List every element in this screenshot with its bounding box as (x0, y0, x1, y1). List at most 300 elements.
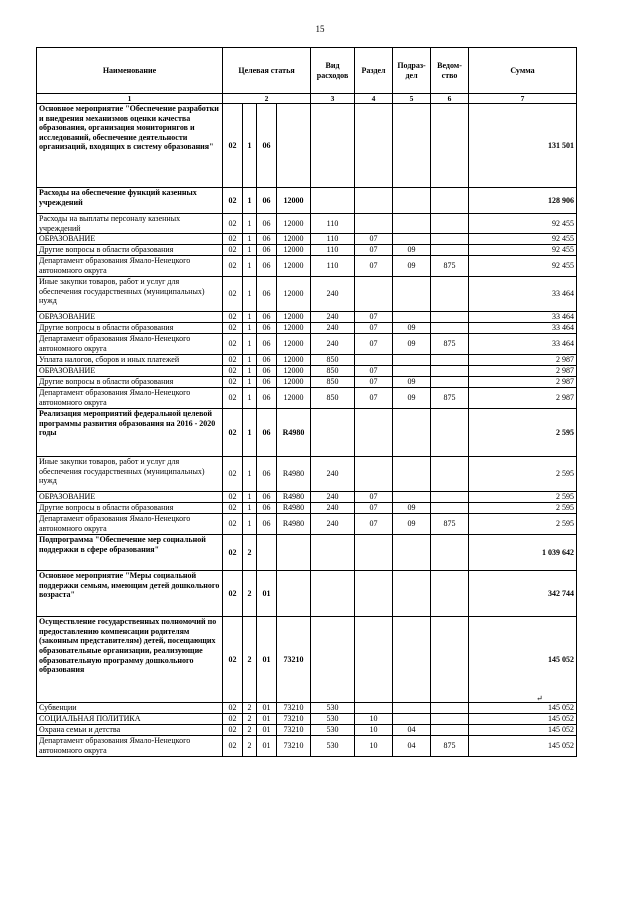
cell-expense-type: 240 (311, 312, 355, 323)
cell-section (355, 188, 393, 214)
cell-amount: 33 464 (469, 334, 577, 355)
cell-activity: 06 (257, 277, 277, 312)
cell-amount: 2 595 (469, 409, 577, 457)
cell-subsection (393, 492, 431, 503)
cell-direction: 12000 (277, 323, 311, 334)
cell-program: 02 (223, 312, 243, 323)
cell-expense-type: 240 (311, 334, 355, 355)
cell-expense-type: 850 (311, 388, 355, 409)
header-department: Ведом-ство (431, 48, 469, 94)
cell-subsection: 09 (393, 323, 431, 334)
cell-name: Другие вопросы в области образования (37, 377, 223, 388)
cell-name: ОБРАЗОВАНИЕ (37, 312, 223, 323)
cell-section: 07 (355, 234, 393, 245)
cell-subprogram: 1 (243, 492, 257, 503)
cell-subsection: 09 (393, 503, 431, 514)
cell-name: ОБРАЗОВАНИЕ (37, 492, 223, 503)
cell-section (355, 457, 393, 492)
cell-subsection: 09 (393, 388, 431, 409)
cell-direction: R4980 (277, 492, 311, 503)
cell-subprogram: 1 (243, 188, 257, 214)
cell-activity: 06 (257, 355, 277, 366)
cell-program: 02 (223, 503, 243, 514)
column-number: 2 (223, 94, 311, 104)
cell-direction: 12000 (277, 234, 311, 245)
cell-amount: 92 455 (469, 256, 577, 277)
header-target-article: Целевая статья (223, 48, 311, 94)
table-row (37, 725, 577, 736)
cell-name: Расходы на обеспечение функций казенных учреждений (37, 188, 223, 214)
cell-program: 02 (223, 104, 243, 188)
table-row (37, 277, 577, 312)
column-number: 5 (393, 94, 431, 104)
cell-department (431, 409, 469, 457)
cell-amount: 92 455 (469, 234, 577, 245)
cell-department: 875 (431, 388, 469, 409)
cell-department: 875 (431, 736, 469, 757)
table-row (37, 703, 577, 714)
column-number-row (37, 94, 577, 104)
cell-activity: 01 (257, 725, 277, 736)
cell-amount: 2 595 (469, 492, 577, 503)
cell-subsection (393, 355, 431, 366)
cell-expense-type: 240 (311, 277, 355, 312)
cell-direction: 73210 (277, 736, 311, 757)
cell-section: 07 (355, 256, 393, 277)
cell-activity: 06 (257, 312, 277, 323)
cell-expense-type: 850 (311, 366, 355, 377)
cell-name: Другие вопросы в области образования (37, 245, 223, 256)
cell-name: Департамент образования Ямало-Ненецкого автономного округа (37, 514, 223, 535)
cell-program: 02 (223, 714, 243, 725)
cell-program: 02 (223, 245, 243, 256)
cell-department (431, 714, 469, 725)
cell-name: ОБРАЗОВАНИЕ (37, 234, 223, 245)
cell-activity: 06 (257, 323, 277, 334)
cell-direction (277, 571, 311, 617)
cell-section: 07 (355, 312, 393, 323)
cell-activity: 06 (257, 245, 277, 256)
cell-expense-type: 240 (311, 503, 355, 514)
table-row (37, 492, 577, 503)
cell-amount: 92 455 (469, 245, 577, 256)
cell-direction: 12000 (277, 245, 311, 256)
column-number: 6 (431, 94, 469, 104)
table-row (37, 377, 577, 388)
table-row (37, 714, 577, 725)
cell-amount: 2 987 (469, 377, 577, 388)
table-row (37, 256, 577, 277)
cell-program: 02 (223, 334, 243, 355)
cell-name: Основное мероприятие "Меры социальной поддержки семьям, имеющим детей дошкольного возраста" (37, 571, 223, 617)
cell-program: 02 (223, 457, 243, 492)
cell-expense-type: 530 (311, 736, 355, 757)
cell-subsection: 09 (393, 245, 431, 256)
cell-program: 02 (223, 323, 243, 334)
cell-subsection: 04 (393, 736, 431, 757)
stray-mark: ↵ (536, 694, 543, 703)
cell-direction (277, 104, 311, 188)
table-row (37, 736, 577, 757)
cell-name: Подпрограмма "Обеспечение мер социальной поддержки в сфере образования" (37, 535, 223, 571)
cell-name: Осуществление государственных полномочий по предоставлению компенсации родителям (законным представителям) детей, посещающих образовательные организации, реализующие образовательную программу дошкольного образования (37, 617, 223, 703)
cell-direction: R4980 (277, 409, 311, 457)
cell-program: 02 (223, 277, 243, 312)
table-row (37, 214, 577, 234)
cell-activity: 06 (257, 256, 277, 277)
cell-expense-type (311, 571, 355, 617)
cell-activity: 06 (257, 457, 277, 492)
cell-amount: 2 987 (469, 388, 577, 409)
cell-section: 10 (355, 736, 393, 757)
cell-direction: 73210 (277, 703, 311, 714)
cell-expense-type (311, 535, 355, 571)
cell-amount: 128 906 (469, 188, 577, 214)
cell-subprogram: 2 (243, 714, 257, 725)
budget-table (36, 47, 577, 757)
cell-subsection (393, 457, 431, 492)
cell-section (355, 617, 393, 703)
cell-activity (257, 535, 277, 571)
cell-program: 02 (223, 492, 243, 503)
cell-section: 07 (355, 245, 393, 256)
cell-amount: 33 464 (469, 323, 577, 334)
cell-subprogram: 1 (243, 457, 257, 492)
cell-amount: 145 052 (469, 736, 577, 757)
header-expense-type: Вид расходов (311, 48, 355, 94)
cell-direction (277, 535, 311, 571)
cell-name: Другие вопросы в области образования (37, 503, 223, 514)
cell-section (355, 277, 393, 312)
cell-section: 07 (355, 492, 393, 503)
cell-section (355, 104, 393, 188)
cell-department (431, 725, 469, 736)
cell-subsection (393, 703, 431, 714)
cell-direction: R4980 (277, 514, 311, 535)
cell-department (431, 703, 469, 714)
cell-subprogram: 2 (243, 725, 257, 736)
cell-amount: 342 744 (469, 571, 577, 617)
cell-name: Департамент образования Ямало-Ненецкого автономного округа (37, 388, 223, 409)
cell-direction: 12000 (277, 312, 311, 323)
cell-section: 07 (355, 366, 393, 377)
cell-amount: 131 501 (469, 104, 577, 188)
cell-department (431, 457, 469, 492)
cell-department (431, 234, 469, 245)
cell-expense-type: 110 (311, 214, 355, 234)
cell-expense-type: 110 (311, 245, 355, 256)
table-row (37, 617, 577, 703)
cell-name: Реализация мероприятий федеральной целевой программы развития образования на 2016 - 2020 годы (37, 409, 223, 457)
cell-subsection (393, 571, 431, 617)
cell-name: Департамент образования Ямало-Ненецкого автономного округа (37, 334, 223, 355)
cell-subprogram: 1 (243, 312, 257, 323)
column-number: 1 (37, 94, 223, 104)
cell-department (431, 366, 469, 377)
cell-direction: 73210 (277, 725, 311, 736)
cell-name: Департамент образования Ямало-Ненецкого автономного округа (37, 256, 223, 277)
cell-section: 07 (355, 377, 393, 388)
cell-expense-type: 530 (311, 703, 355, 714)
cell-subprogram: 1 (243, 366, 257, 377)
cell-subsection: 09 (393, 377, 431, 388)
cell-subprogram: 1 (243, 409, 257, 457)
cell-subsection (393, 234, 431, 245)
cell-subsection (393, 409, 431, 457)
cell-expense-type: 850 (311, 355, 355, 366)
cell-name: Иные закупки товаров, работ и услуг для обеспечения государственных (муниципальных) нужд (37, 277, 223, 312)
cell-subsection: 09 (393, 514, 431, 535)
cell-amount: 2 987 (469, 366, 577, 377)
table-row (37, 188, 577, 214)
cell-amount: 145 052 (469, 725, 577, 736)
cell-program: 02 (223, 256, 243, 277)
header-section: Раздел (355, 48, 393, 94)
cell-name: Основное мероприятие "Обеспечение разработки и внедрения механизмов оценки качества образования, организация мониторингов и исследований, обеспечение деятельности организаций, входящих в систему образования" (37, 104, 223, 188)
cell-section (355, 703, 393, 714)
cell-subsection (393, 312, 431, 323)
cell-direction: 12000 (277, 256, 311, 277)
cell-activity: 06 (257, 388, 277, 409)
table-body (37, 104, 577, 757)
cell-section: 10 (355, 725, 393, 736)
cell-expense-type: 240 (311, 492, 355, 503)
cell-expense-type: 240 (311, 323, 355, 334)
table-row (37, 457, 577, 492)
cell-expense-type: 240 (311, 514, 355, 535)
cell-direction: 12000 (277, 377, 311, 388)
table-row (37, 388, 577, 409)
cell-direction: 73210 (277, 714, 311, 725)
table-row (37, 571, 577, 617)
cell-activity: 06 (257, 492, 277, 503)
cell-department: 875 (431, 334, 469, 355)
cell-subsection (393, 617, 431, 703)
cell-activity: 06 (257, 214, 277, 234)
cell-expense-type: 110 (311, 256, 355, 277)
cell-activity: 01 (257, 571, 277, 617)
cell-department (431, 104, 469, 188)
cell-subsection (393, 366, 431, 377)
cell-department (431, 492, 469, 503)
cell-subprogram: 1 (243, 503, 257, 514)
cell-department (431, 188, 469, 214)
table-row (37, 503, 577, 514)
cell-subprogram: 1 (243, 388, 257, 409)
cell-section (355, 409, 393, 457)
table-row (37, 334, 577, 355)
table-row (37, 312, 577, 323)
cell-activity: 06 (257, 188, 277, 214)
cell-subsection (393, 535, 431, 571)
page-number: 15 (315, 24, 325, 34)
cell-section: 07 (355, 514, 393, 535)
cell-subprogram: 1 (243, 277, 257, 312)
cell-subprogram: 1 (243, 245, 257, 256)
cell-program: 02 (223, 409, 243, 457)
cell-subprogram: 2 (243, 703, 257, 714)
cell-expense-type (311, 104, 355, 188)
cell-name: Иные закупки товаров, работ и услуг для обеспечения государственных (муниципальных) нужд (37, 457, 223, 492)
cell-direction: 12000 (277, 188, 311, 214)
cell-name: Охрана семьи и детства (37, 725, 223, 736)
table-row (37, 514, 577, 535)
cell-department: 875 (431, 256, 469, 277)
table-row (37, 323, 577, 334)
cell-department (431, 323, 469, 334)
cell-section: 10 (355, 714, 393, 725)
cell-section: 07 (355, 503, 393, 514)
cell-program: 02 (223, 617, 243, 703)
cell-subprogram: 1 (243, 334, 257, 355)
cell-program: 02 (223, 366, 243, 377)
cell-amount: 2 595 (469, 514, 577, 535)
cell-activity: 06 (257, 104, 277, 188)
cell-activity: 06 (257, 334, 277, 355)
header-amount: Сумма (469, 48, 577, 94)
cell-expense-type (311, 188, 355, 214)
cell-activity: 06 (257, 377, 277, 388)
cell-amount: 1 039 642 (469, 535, 577, 571)
table-row (37, 355, 577, 366)
cell-name: Субвенции (37, 703, 223, 714)
cell-program: 02 (223, 377, 243, 388)
cell-expense-type: 530 (311, 725, 355, 736)
table-row (37, 409, 577, 457)
cell-section (355, 355, 393, 366)
cell-name: Расходы на выплаты персоналу казенных учреждений (37, 214, 223, 234)
cell-activity: 06 (257, 234, 277, 245)
cell-program: 02 (223, 703, 243, 714)
cell-department (431, 535, 469, 571)
column-number: 7 (469, 94, 577, 104)
cell-program: 02 (223, 234, 243, 245)
cell-direction: R4980 (277, 503, 311, 514)
cell-section: 07 (355, 334, 393, 355)
cell-name: Департамент образования Ямало-Ненецкого автономного округа (37, 736, 223, 757)
header-name: Наименование (37, 48, 223, 94)
cell-subprogram: 1 (243, 256, 257, 277)
cell-subsection (393, 188, 431, 214)
cell-section: 07 (355, 388, 393, 409)
cell-subsection (393, 214, 431, 234)
cell-subprogram: 2 (243, 535, 257, 571)
cell-amount: 145 052 (469, 714, 577, 725)
cell-direction: 12000 (277, 277, 311, 312)
cell-section (355, 214, 393, 234)
column-number: 3 (311, 94, 355, 104)
cell-direction: 12000 (277, 355, 311, 366)
cell-amount: 145 052 (469, 617, 577, 703)
cell-activity: 01 (257, 617, 277, 703)
cell-program: 02 (223, 214, 243, 234)
cell-program: 02 (223, 725, 243, 736)
table-row (37, 104, 577, 188)
cell-subprogram: 1 (243, 514, 257, 535)
cell-amount: 33 464 (469, 312, 577, 323)
table-row (37, 535, 577, 571)
cell-subsection (393, 714, 431, 725)
cell-subsection: 09 (393, 256, 431, 277)
cell-activity: 06 (257, 514, 277, 535)
cell-amount: 2 987 (469, 355, 577, 366)
cell-activity: 01 (257, 736, 277, 757)
cell-department: 875 (431, 514, 469, 535)
cell-expense-type (311, 409, 355, 457)
cell-amount: 33 464 (469, 277, 577, 312)
cell-activity: 01 (257, 703, 277, 714)
cell-name: ОБРАЗОВАНИЕ (37, 366, 223, 377)
cell-department (431, 503, 469, 514)
cell-department (431, 245, 469, 256)
cell-section (355, 571, 393, 617)
cell-activity: 06 (257, 503, 277, 514)
cell-subsection (393, 104, 431, 188)
cell-subprogram: 1 (243, 234, 257, 245)
cell-activity: 01 (257, 714, 277, 725)
cell-amount: 92 455 (469, 214, 577, 234)
cell-expense-type: 240 (311, 457, 355, 492)
cell-section: 07 (355, 323, 393, 334)
cell-subprogram: 2 (243, 571, 257, 617)
cell-subsection (393, 277, 431, 312)
cell-subprogram: 1 (243, 355, 257, 366)
cell-direction: R4980 (277, 457, 311, 492)
header-row (37, 48, 577, 94)
cell-program: 02 (223, 514, 243, 535)
cell-subprogram: 2 (243, 617, 257, 703)
cell-subprogram: 1 (243, 214, 257, 234)
cell-program: 02 (223, 736, 243, 757)
cell-program: 02 (223, 535, 243, 571)
cell-section (355, 535, 393, 571)
cell-expense-type (311, 617, 355, 703)
cell-department (431, 617, 469, 703)
cell-department (431, 571, 469, 617)
cell-activity: 06 (257, 409, 277, 457)
cell-subsection: 09 (393, 334, 431, 355)
cell-department (431, 277, 469, 312)
cell-direction: 12000 (277, 366, 311, 377)
cell-program: 02 (223, 388, 243, 409)
cell-name: Уплата налогов, сборов и иных платежей (37, 355, 223, 366)
cell-department (431, 312, 469, 323)
column-number: 4 (355, 94, 393, 104)
cell-expense-type: 110 (311, 234, 355, 245)
cell-subprogram: 1 (243, 377, 257, 388)
cell-activity: 06 (257, 366, 277, 377)
table-row (37, 234, 577, 245)
cell-amount: 145 052 (469, 703, 577, 714)
cell-subprogram: 1 (243, 323, 257, 334)
table-row (37, 366, 577, 377)
cell-name: Другие вопросы в области образования (37, 323, 223, 334)
cell-department (431, 377, 469, 388)
cell-department (431, 214, 469, 234)
cell-program: 02 (223, 355, 243, 366)
table-row (37, 245, 577, 256)
cell-direction: 73210 (277, 617, 311, 703)
header-subsection: Подраз-дел (393, 48, 431, 94)
cell-direction: 12000 (277, 334, 311, 355)
cell-amount: 2 595 (469, 457, 577, 492)
cell-direction: 12000 (277, 388, 311, 409)
cell-program: 02 (223, 571, 243, 617)
cell-expense-type: 530 (311, 714, 355, 725)
cell-expense-type: 850 (311, 377, 355, 388)
cell-subprogram: 2 (243, 736, 257, 757)
cell-amount: 2 595 (469, 503, 577, 514)
